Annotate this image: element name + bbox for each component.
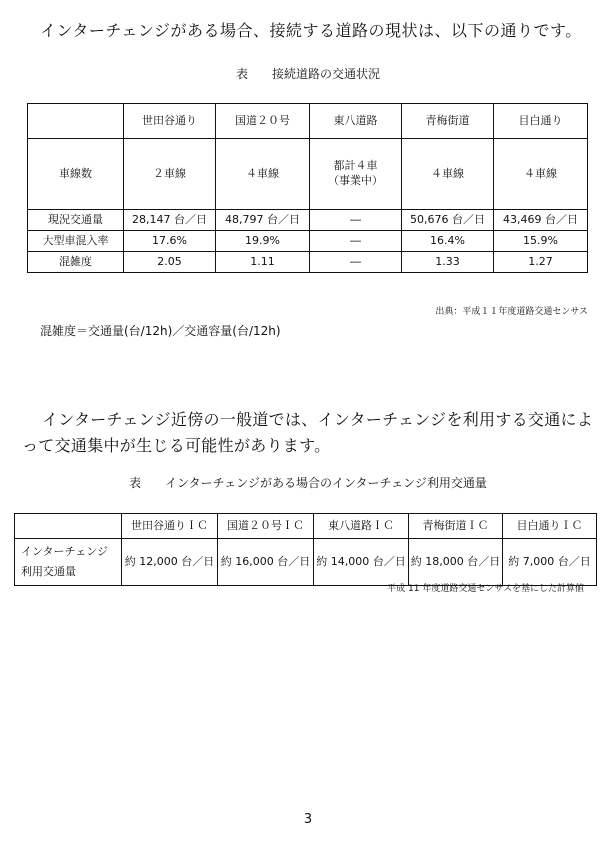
table1-title: 表 接続道路の交通状況 bbox=[235, 67, 380, 81]
table2-note: 平成 11 年度道路交通センサスを基にした計算値 bbox=[387, 584, 584, 594]
table1-cell: 1.11 bbox=[216, 252, 310, 273]
intro-paragraph-2-text: インターチェンジ近傍の一般道では、インターチェンジを利用する交通によって交通集中が生じる可能性があります。 bbox=[22, 410, 594, 455]
page-number: 3 bbox=[303, 812, 313, 827]
table1-cell: 2.05 bbox=[124, 252, 216, 273]
table1-row-heavy-vehicle bbox=[28, 231, 588, 252]
intro-paragraph-1: インターチェンジがある場合、接続する道路の現状は、以下の通りです。 bbox=[40, 21, 582, 40]
table1-source-note: 出典：平成１１年度道路交通センサス bbox=[435, 307, 588, 317]
table1-cell: 28,147 台／日 bbox=[124, 210, 216, 231]
table1-cell: ４車線 bbox=[402, 139, 494, 210]
table2-row-label: インターチェンジ 利用交通量 bbox=[15, 539, 122, 586]
table2-col-header: 世田谷通りＩＣ bbox=[122, 514, 218, 539]
table1-col-header: 東八道路 bbox=[310, 104, 402, 139]
table2-corner-cell bbox=[15, 514, 122, 539]
table1-cell: 43,469 台／日 bbox=[494, 210, 588, 231]
table2-cell: 約 16,000 台／日 bbox=[218, 539, 314, 586]
table1-cell: 1.27 bbox=[494, 252, 588, 273]
table2-col-header: 国道２０号ＩＣ bbox=[218, 514, 314, 539]
table2-header-row bbox=[15, 514, 597, 539]
table2-col-header: 目白通りＩＣ bbox=[503, 514, 597, 539]
table2-col-header: 東八道路ＩＣ bbox=[314, 514, 409, 539]
table1-cell: 50,676 台／日 bbox=[402, 210, 494, 231]
intro-paragraph-2 bbox=[22, 407, 594, 459]
table1-cell: ４車線 bbox=[494, 139, 588, 210]
table1-row-lanes bbox=[28, 139, 588, 210]
table1-row-label: 車線数 bbox=[28, 139, 124, 210]
table1-col-header: 世田谷通り bbox=[124, 104, 216, 139]
table1-cell: ４車線 bbox=[216, 139, 310, 210]
table1-cell: 1.33 bbox=[402, 252, 494, 273]
table1-col-header: 国道２０号 bbox=[216, 104, 310, 139]
table2-cell: 約 12,000 台／日 bbox=[122, 539, 218, 586]
table2-cell: 約 14,000 台／日 bbox=[314, 539, 409, 586]
table1-cell: ― bbox=[310, 231, 402, 252]
table1-cell: 17.6% bbox=[124, 231, 216, 252]
table1-cell: ― bbox=[310, 210, 402, 231]
table1-cell: ２車線 bbox=[124, 139, 216, 210]
table2-cell: 約 18,000 台／日 bbox=[409, 539, 503, 586]
table2-cell: 約 7,000 台／日 bbox=[503, 539, 597, 586]
table1-row-volume bbox=[28, 210, 588, 231]
table1-cell: 19.9% bbox=[216, 231, 310, 252]
table1-col-header: 青梅街道 bbox=[402, 104, 494, 139]
congestion-formula: 混雑度＝交通量(台/12h)／交通容量(台/12h) bbox=[40, 324, 281, 338]
table1-cell: 48,797 台／日 bbox=[216, 210, 310, 231]
road-traffic-table bbox=[27, 103, 588, 273]
table2-row-usage bbox=[15, 539, 597, 586]
table1-cell: 都計４車 （事業中） bbox=[310, 139, 402, 210]
table1-row-label: 現況交通量 bbox=[28, 210, 124, 231]
table1-row-congestion bbox=[28, 252, 588, 273]
table1-col-header: 目白通り bbox=[494, 104, 588, 139]
ic-usage-table bbox=[14, 513, 597, 586]
table1-cell: 15.9% bbox=[494, 231, 588, 252]
table1-corner-cell bbox=[28, 104, 124, 139]
table2-col-header: 青梅街道ＩＣ bbox=[409, 514, 503, 539]
table2-title: 表 インターチェンジがある場合のインターチェンジ利用交通量 bbox=[129, 476, 487, 490]
table1-cell: ― bbox=[310, 252, 402, 273]
table1-row-label: 大型車混入率 bbox=[28, 231, 124, 252]
table1-cell: 16.4% bbox=[402, 231, 494, 252]
table1-header-row bbox=[28, 104, 588, 139]
table1-row-label: 混雑度 bbox=[28, 252, 124, 273]
